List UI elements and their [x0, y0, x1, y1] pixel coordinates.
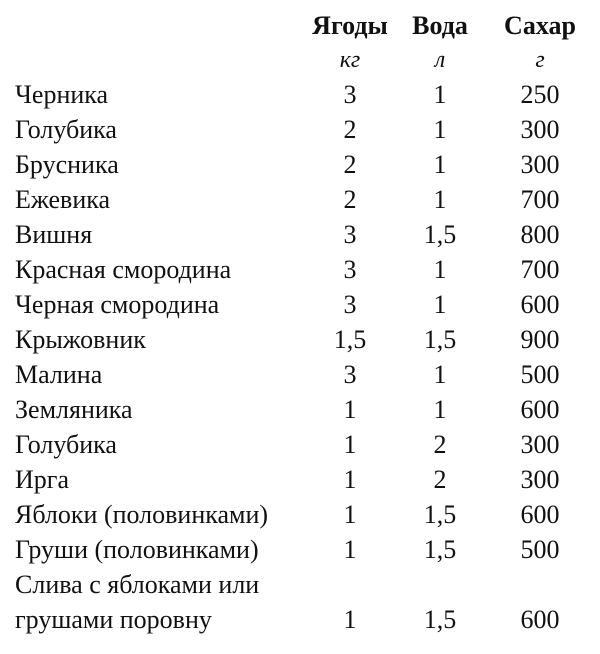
row-name: Голубика — [15, 430, 117, 459]
sugar-value: 800 — [520, 220, 560, 249]
berries-value: 1 — [343, 500, 357, 529]
berries-value: 3 — [343, 360, 357, 389]
water-value: 1 — [433, 115, 447, 144]
sugar-value: 600 — [520, 395, 560, 424]
row-name: Земляника — [15, 395, 133, 424]
unit-water: л — [434, 47, 446, 73]
table-row — [0, 392, 600, 427]
sugar-value: 500 — [520, 360, 560, 389]
table-row — [0, 532, 600, 567]
row-name: Яблоки (половинками) — [15, 500, 269, 529]
unit-sugar: г — [535, 47, 545, 73]
berries-value: 1 — [343, 535, 357, 564]
water-value: 1 — [433, 290, 447, 319]
water-value: 1 — [433, 395, 447, 424]
column-header-berries: Ягоды — [312, 11, 388, 40]
water-value: 1 — [433, 360, 447, 389]
table-row — [0, 357, 600, 392]
table-row — [0, 287, 600, 322]
sugar-value: 600 — [520, 500, 560, 529]
row-name: Черная смородина — [15, 290, 220, 319]
berries-value: 3 — [343, 220, 357, 249]
sugar-value: 700 — [520, 185, 560, 214]
water-value: 1,5 — [423, 535, 457, 564]
sugar-value: 500 — [520, 535, 560, 564]
row-name: Ежевика — [15, 185, 111, 214]
table-row — [0, 112, 600, 147]
water-value: 1,5 — [423, 605, 457, 634]
water-value: 1,5 — [423, 500, 457, 529]
column-header-water: Вода — [412, 11, 468, 40]
berries-value: 2 — [343, 185, 357, 214]
sugar-value: 300 — [520, 150, 560, 179]
water-value: 1 — [433, 255, 447, 284]
berries-value: 3 — [343, 80, 357, 109]
water-value: 2 — [433, 430, 447, 459]
sugar-value: 300 — [520, 115, 560, 144]
row-name: Крыжовник — [15, 325, 146, 354]
water-value: 1 — [433, 185, 447, 214]
sugar-value: 300 — [520, 430, 560, 459]
row-name: Слива с яблоками или грушами поровну — [15, 570, 260, 634]
table-header-row — [0, 8, 600, 44]
row-name: Ирга — [15, 465, 69, 494]
berries-value: 1 — [343, 395, 357, 424]
table-row — [0, 567, 600, 637]
sugar-value: 900 — [520, 325, 560, 354]
table-units-row — [0, 44, 600, 76]
water-value: 1 — [433, 150, 447, 179]
sugar-value: 700 — [520, 255, 560, 284]
water-value: 2 — [433, 465, 447, 494]
row-name: Голубика — [15, 115, 117, 144]
row-name: Красная смородина — [15, 255, 232, 284]
table-row — [0, 182, 600, 217]
berries-value: 1 — [343, 465, 357, 494]
berries-value: 1 — [343, 430, 357, 459]
table-row — [0, 322, 600, 357]
table-row — [0, 497, 600, 532]
water-value: 1,5 — [423, 325, 457, 354]
sugar-value: 300 — [520, 465, 560, 494]
table-row — [0, 252, 600, 287]
table-body — [0, 77, 600, 637]
sugar-value: 250 — [520, 80, 560, 109]
row-name: Груши (половинками) — [15, 535, 259, 564]
berries-value: 3 — [343, 255, 357, 284]
unit-berries: кг — [339, 47, 361, 73]
row-name: Брусника — [15, 150, 119, 179]
sugar-value: 600 — [520, 605, 560, 634]
row-name: Вишня — [15, 220, 93, 249]
table-row — [0, 462, 600, 497]
table-row — [0, 147, 600, 182]
column-header-sugar: Сахар — [504, 11, 576, 40]
row-name: Черника — [15, 80, 109, 109]
berries-value: 3 — [343, 290, 357, 319]
sugar-value: 600 — [520, 290, 560, 319]
berries-value: 2 — [343, 150, 357, 179]
table-row — [0, 77, 600, 112]
table-row — [0, 217, 600, 252]
table-row — [0, 427, 600, 462]
water-value: 1 — [433, 80, 447, 109]
water-value: 1,5 — [423, 220, 457, 249]
berries-value: 1 — [343, 605, 357, 634]
row-name: Малина — [15, 360, 103, 389]
berries-value: 2 — [343, 115, 357, 144]
berries-value: 1,5 — [333, 325, 367, 354]
